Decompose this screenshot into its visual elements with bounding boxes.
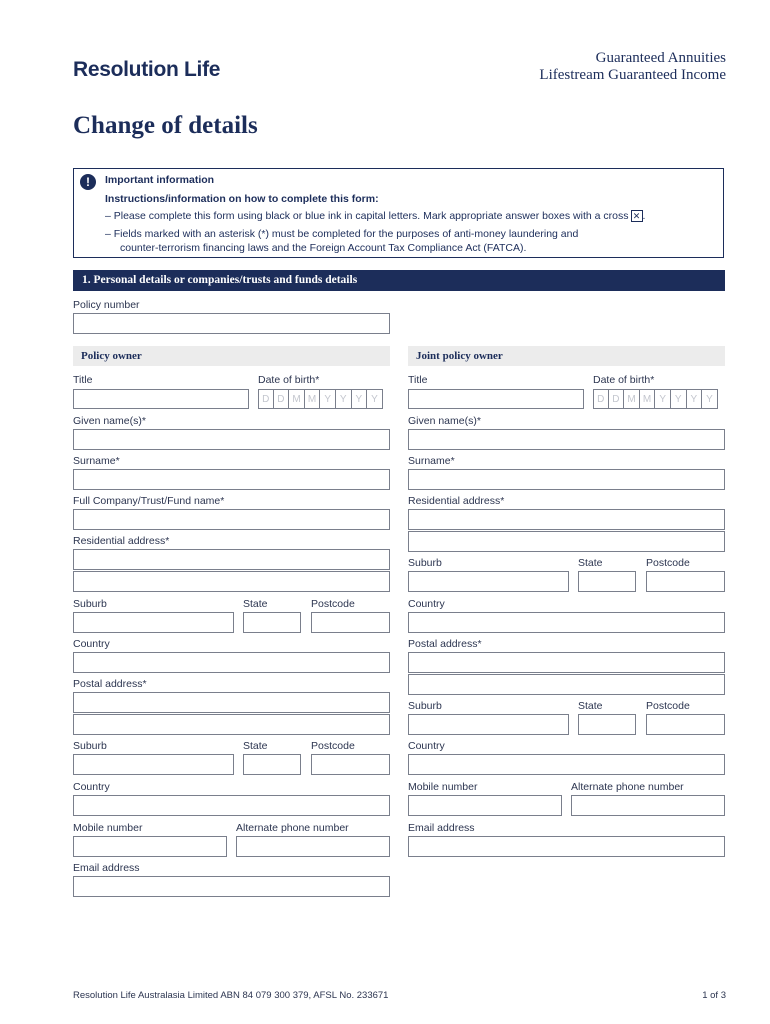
- jo-suburb2-field[interactable]: [408, 714, 569, 735]
- jo-suburb-field[interactable]: [408, 571, 569, 592]
- exclamation-icon: !: [80, 174, 96, 190]
- po-state-label: State: [243, 598, 268, 610]
- dob-month-box[interactable]: M: [640, 389, 656, 409]
- joint-owner-heading: Joint policy owner: [408, 346, 725, 366]
- dob-year-box[interactable]: Y: [320, 389, 336, 409]
- instruction-ink-text: – Please complete this form using black or blue ink in capital letters. Mark appropriate answer boxes with a cross: [105, 210, 629, 222]
- po-suburb2-label: Suburb: [73, 740, 107, 752]
- dob-year-box[interactable]: Y: [655, 389, 671, 409]
- dob-day-box[interactable]: D: [258, 389, 274, 409]
- dob-day-box[interactable]: D: [274, 389, 290, 409]
- po-given-names-label: Given name(s)*: [73, 415, 146, 427]
- jo-residential-label: Residential address*: [408, 495, 505, 507]
- po-country-label: Country: [73, 638, 110, 650]
- jo-country2-field[interactable]: [408, 754, 725, 775]
- po-suburb-field[interactable]: [73, 612, 234, 633]
- dob-year-box[interactable]: Y: [687, 389, 703, 409]
- po-mobile-field[interactable]: [73, 836, 227, 857]
- po-residential-line2[interactable]: [73, 571, 390, 592]
- jo-residential-line1[interactable]: [408, 509, 725, 530]
- policy-number-label: Policy number: [73, 299, 140, 311]
- jo-postcode-field[interactable]: [646, 571, 725, 592]
- dob-year-box[interactable]: Y: [671, 389, 687, 409]
- jo-postcode2-label: Postcode: [646, 700, 690, 712]
- dob-year-box[interactable]: Y: [336, 389, 352, 409]
- dob-month-box[interactable]: M: [624, 389, 640, 409]
- po-alt-phone-label: Alternate phone number: [236, 822, 349, 834]
- policy-number-field[interactable]: [73, 313, 390, 334]
- jo-mobile-field[interactable]: [408, 795, 562, 816]
- po-postcode2-field[interactable]: [311, 754, 390, 775]
- jo-mobile-label: Mobile number: [408, 781, 478, 793]
- instruction-asterisk: – Fields marked with an asterisk (*) must be completed for the purposes of anti-money laundering and: [105, 228, 579, 240]
- jo-title-field[interactable]: [408, 389, 584, 409]
- po-alt-phone-field[interactable]: [236, 836, 390, 857]
- company-logo: Resolution Life: [73, 58, 221, 81]
- po-state2-label: State: [243, 740, 268, 752]
- po-surname-field[interactable]: [73, 469, 390, 490]
- po-postal-label: Postal address*: [73, 678, 147, 690]
- important-info-heading: Important information: [105, 174, 215, 186]
- po-postcode-field[interactable]: [311, 612, 390, 633]
- po-dob-field[interactable]: [258, 389, 383, 409]
- product-name: Guaranteed Annuities: [595, 50, 726, 66]
- dob-day-box[interactable]: D: [593, 389, 609, 409]
- policy-owner-heading: Policy owner: [73, 346, 390, 366]
- po-postcode-label: Postcode: [311, 598, 355, 610]
- dob-year-box[interactable]: Y: [702, 389, 718, 409]
- jo-dob-field[interactable]: [593, 389, 718, 409]
- jo-country2-label: Country: [408, 740, 445, 752]
- cross-box-icon: ✕: [631, 210, 643, 222]
- po-residential-label: Residential address*: [73, 535, 170, 547]
- po-given-names-field[interactable]: [73, 429, 390, 450]
- instruction-ink: – Please complete this form using black or blue ink in capital letters. Mark appropriate answer boxes with a cross ✕ .: [105, 210, 646, 222]
- jo-alt-phone-field[interactable]: [571, 795, 725, 816]
- jo-suburb-label: Suburb: [408, 557, 442, 569]
- po-title-label: Title: [73, 374, 93, 386]
- jo-alt-phone-label: Alternate phone number: [571, 781, 684, 793]
- jo-postal-line1[interactable]: [408, 652, 725, 673]
- po-country2-label: Country: [73, 781, 110, 793]
- jo-residential-line2[interactable]: [408, 531, 725, 552]
- po-suburb-label: Suburb: [73, 598, 107, 610]
- po-country2-field[interactable]: [73, 795, 390, 816]
- po-postal-line1[interactable]: [73, 692, 390, 713]
- dob-day-box[interactable]: D: [609, 389, 625, 409]
- footer-company: Resolution Life Australasia Limited ABN 84 079 300 379, AFSL No. 233671: [73, 990, 389, 1001]
- document-title: Change of details: [73, 112, 258, 139]
- po-state2-field[interactable]: [243, 754, 301, 775]
- jo-dob-label: Date of birth*: [593, 374, 655, 386]
- jo-email-label: Email address: [408, 822, 475, 834]
- instructions-heading: Instructions/information on how to complete this form:: [105, 193, 379, 205]
- jo-state2-label: State: [578, 700, 603, 712]
- jo-given-names-label: Given name(s)*: [408, 415, 481, 427]
- dob-year-box[interactable]: Y: [352, 389, 368, 409]
- dob-month-box[interactable]: M: [305, 389, 321, 409]
- product-subname: Lifestream Guaranteed Income: [539, 67, 726, 83]
- jo-email-field[interactable]: [408, 836, 725, 857]
- dob-year-box[interactable]: Y: [367, 389, 383, 409]
- jo-state-field[interactable]: [578, 571, 636, 592]
- po-suburb2-field[interactable]: [73, 754, 234, 775]
- po-company-field[interactable]: [73, 509, 390, 530]
- po-email-label: Email address: [73, 862, 140, 874]
- po-surname-label: Surname*: [73, 455, 120, 467]
- po-country-field[interactable]: [73, 652, 390, 673]
- jo-surname-label: Surname*: [408, 455, 455, 467]
- jo-country-label: Country: [408, 598, 445, 610]
- section-1-heading: 1. Personal details or companies/trusts and funds details: [73, 270, 725, 291]
- page-number: 1 of 3: [702, 990, 726, 1001]
- po-mobile-label: Mobile number: [73, 822, 143, 834]
- jo-postal-label: Postal address*: [408, 638, 482, 650]
- po-postcode2-label: Postcode: [311, 740, 355, 752]
- jo-state2-field[interactable]: [578, 714, 636, 735]
- po-email-field[interactable]: [73, 876, 390, 897]
- jo-surname-field[interactable]: [408, 469, 725, 490]
- jo-state-label: State: [578, 557, 603, 569]
- po-title-field[interactable]: [73, 389, 249, 409]
- jo-postcode2-field[interactable]: [646, 714, 725, 735]
- jo-title-label: Title: [408, 374, 428, 386]
- jo-country-field[interactable]: [408, 612, 725, 633]
- instruction-asterisk-cont: counter-terrorism financing laws and the Foreign Account Tax Compliance Act (FATCA).: [120, 242, 527, 254]
- jo-given-names-field[interactable]: [408, 429, 725, 450]
- po-state-field[interactable]: [243, 612, 301, 633]
- jo-postal-line2[interactable]: [408, 674, 725, 695]
- jo-postcode-label: Postcode: [646, 557, 690, 569]
- po-residential-line1[interactable]: [73, 549, 390, 570]
- dob-month-box[interactable]: M: [289, 389, 305, 409]
- jo-suburb2-label: Suburb: [408, 700, 442, 712]
- po-postal-line2[interactable]: [73, 714, 390, 735]
- po-company-label: Full Company/Trust/Fund name*: [73, 495, 225, 507]
- po-dob-label: Date of birth*: [258, 374, 320, 386]
